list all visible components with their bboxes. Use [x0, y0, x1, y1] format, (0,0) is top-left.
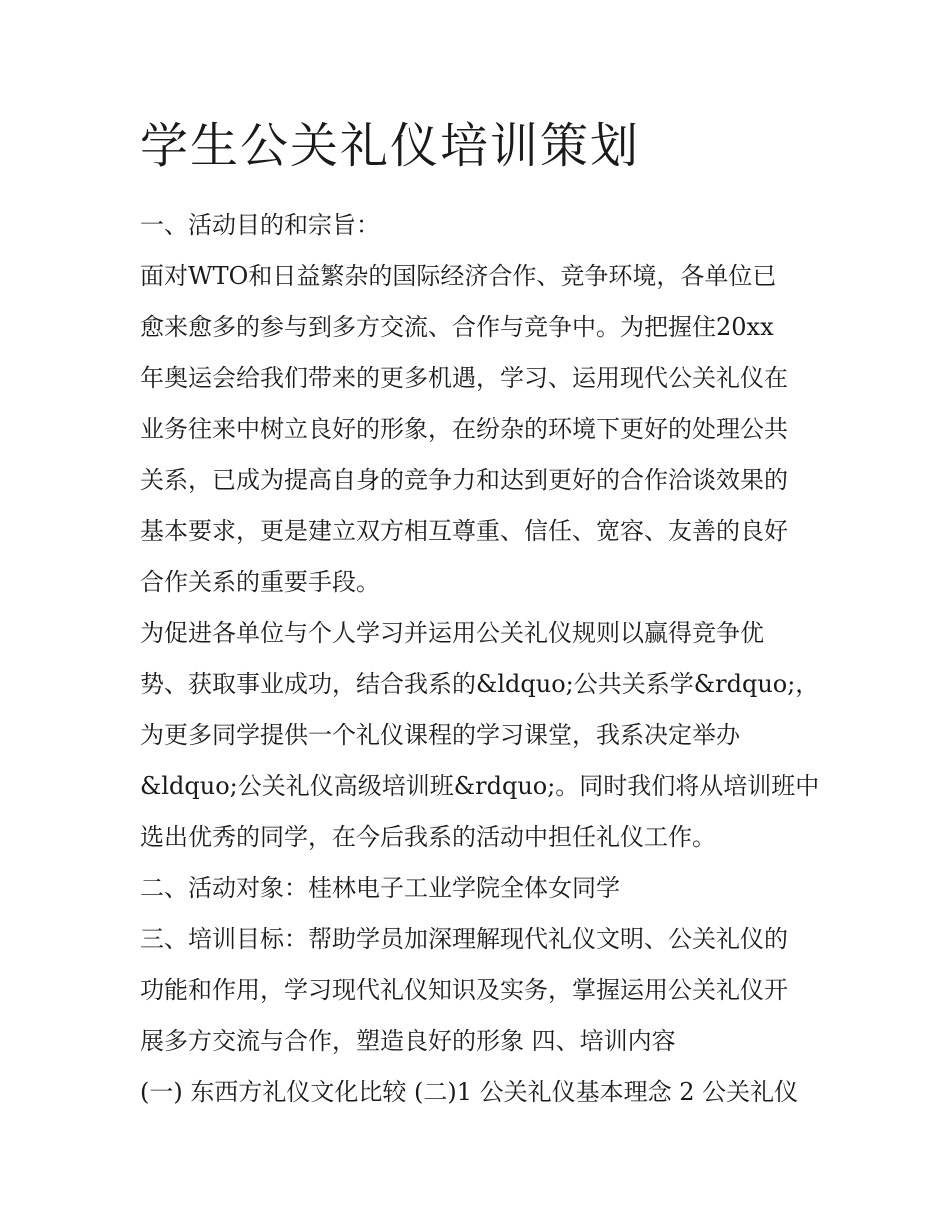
text-line: 为促进各单位与个人学习并运用公关礼仪规则以赢得竞争优 [140, 619, 764, 647]
text-line: 基本要求，更是建立双方相互尊重、信任、宽容、友善的良好 [140, 517, 788, 545]
text-line: 为更多同学提供一个礼仪课程的学习课堂，我系决定举办 [140, 721, 740, 749]
text-line: 二、活动对象：桂林电子工业学院全体女同学 [140, 874, 620, 902]
text-line: 业务往来中树立良好的形象，在纷杂的环境下更好的处理公共 [140, 415, 788, 443]
text-line: 三、培训目标：帮助学员加深理解现代礼仪文明、公关礼仪的 [140, 925, 788, 953]
text-line: (一) 东西方礼仪文化比较 (二)1 公关礼仪基本理念 2 公关礼仪 [140, 1078, 799, 1106]
document-page [140, 110, 830, 1118]
text-line: 愈来愈多的参与到多方交流、合作与竞争中。为把握住20xx [140, 313, 774, 341]
document-title: 学生公关礼仪培训策划 [140, 118, 641, 174]
text-line: 势、获取事业成功，结合我系的&ldquo;公共关系学&rdquo;， [140, 670, 820, 698]
text-line: &ldquo;公关礼仪高级培训班&rdquo;。同时我们将从培训班中 [140, 772, 820, 800]
text-line: 一、活动目的和宗旨： [140, 211, 380, 239]
text-line: 关系，已成为提高自身的竞争力和达到更好的合作洽谈效果的 [140, 466, 788, 494]
text-line: 展多方交流与合作，塑造良好的形象 四、培训内容 [140, 1027, 676, 1055]
text-line: 年奥运会给我们带来的更多机遇，学习、运用现代公关礼仪在 [140, 364, 788, 392]
text-line: 选出优秀的同学，在今后我系的活动中担任礼仪工作。 [140, 823, 716, 851]
text-line: 合作关系的重要手段。 [140, 568, 380, 596]
text-line: 面对WTO和日益繁杂的国际经济合作、竞争环境，各单位已 [140, 262, 777, 290]
text-line: 功能和作用，学习现代礼仪知识及实务，掌握运用公关礼仪开 [140, 976, 788, 1004]
